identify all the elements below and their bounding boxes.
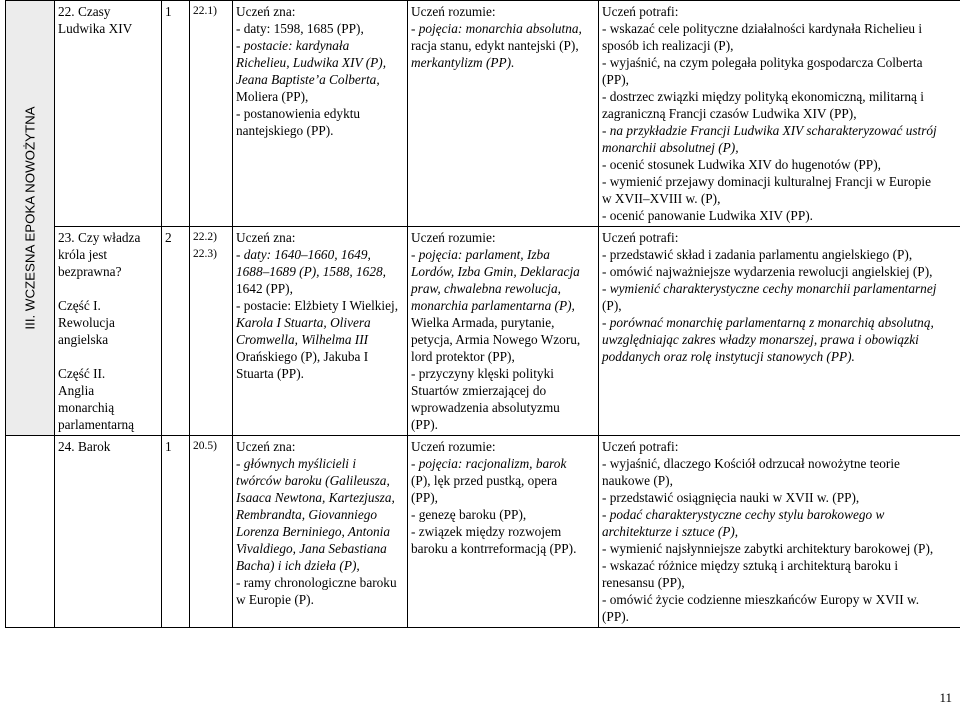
hours-cell	[162, 436, 190, 628]
cell-line: naukowe (P),	[602, 473, 673, 488]
cell-line: - wymienić charakterystyczne cechy monarchii parlamentarnej	[602, 281, 937, 296]
cell-line: praw, chwalebna rewolucja,	[411, 281, 561, 296]
cell-line: (P),	[602, 298, 622, 313]
knows-cell	[233, 436, 408, 628]
cell-line: - genezę baroku (PP),	[411, 507, 527, 522]
cell-line: - głównych myślicieli i	[236, 456, 357, 471]
cell-line: Jeana Baptiste’a Colberta,	[236, 72, 380, 87]
cell-line: Moliera (PP),	[236, 89, 309, 104]
table-body	[6, 1, 960, 628]
cell-line: 20.5)	[193, 440, 217, 452]
cell-line: - wymienić najsłynniejsze zabytki architektury barokowej (P),	[602, 541, 934, 556]
cell-line: (PP),	[411, 490, 438, 505]
reference-cell	[190, 227, 233, 436]
cell-line: Lorenza Berniniego, Antonia	[236, 524, 391, 539]
reference-cell	[190, 436, 233, 628]
cell-line: Rembrandta, Giovanniego	[236, 507, 378, 522]
cell-line: - wyjaśnić, dlaczego Kościół odrzucał nowożytne teorie	[602, 456, 900, 471]
cell-line: (P), lęk przed pustką, opera	[411, 473, 558, 488]
cell-line: 23. Czy władza	[58, 230, 141, 245]
cell-line: 22.1)	[193, 5, 217, 17]
cell-line: bezprawna?	[58, 264, 122, 279]
cell-line: monarchii absolutnej (P),	[602, 140, 739, 155]
cell-line: Cromwella, Wilhelma III	[236, 332, 369, 347]
cell-line: w XVII–XVIII w. (P),	[602, 191, 721, 206]
cell-line: - daty: 1598, 1685 (PP),	[236, 21, 364, 36]
cell-line	[58, 348, 158, 365]
cell-line: 22.3)	[193, 248, 217, 260]
cell-line: - postanowienia edyktu	[236, 106, 361, 121]
cell-line: w Europie (P).	[236, 592, 314, 607]
understands-cell	[408, 436, 599, 628]
cell-line: Uczeń potrafi:	[602, 439, 679, 454]
cell-line: - dostrzec związki między polityką ekonomiczną, militarną i	[602, 89, 924, 104]
cell-line: Rewolucja	[58, 315, 115, 330]
cell-line: monarchia parlamentarna (P),	[411, 298, 575, 313]
cell-line: baroku a kontrreformacją (PP).	[411, 541, 577, 556]
cell-line: 24. Barok	[58, 439, 111, 454]
can-cell	[599, 436, 960, 628]
cell-line: architekturze i sztuce (P),	[602, 524, 739, 539]
cell-line: twórców baroku (Galileusza,	[236, 473, 390, 488]
cell-line: wprowadzenia absolutyzmu	[411, 400, 560, 415]
cell-line: - daty: 1640–1660, 1649,	[236, 247, 371, 262]
cell-line: Uczeń potrafi:	[602, 230, 679, 245]
cell-line: (PP),	[602, 72, 629, 87]
cell-line: 22. Czasy	[58, 4, 111, 19]
cell-line: - pojęcia: racjonalizm, barok	[411, 456, 567, 471]
table-row	[6, 436, 960, 628]
cell-line: - ramy chronologiczne baroku	[236, 575, 397, 590]
cell-line: racja stanu, edykt nantejski (P),	[411, 38, 579, 53]
cell-line: - podać charakterystyczne cechy stylu barokowego w	[602, 507, 885, 522]
cell-line: 1642 (PP),	[236, 281, 293, 296]
cell-line: Uczeń rozumie:	[411, 4, 496, 19]
cell-line: - postacie: Elżbiety I Wielkiej,	[236, 298, 399, 313]
cell-line: - przedstawić skład i zadania parlamentu angielskiego (P),	[602, 247, 913, 262]
topic-cell	[55, 436, 162, 628]
cell-line: angielska	[58, 332, 109, 347]
cell-line: Anglia	[58, 383, 95, 398]
cell-line: - wskazać różnice między sztuką i architekturą baroku i	[602, 558, 899, 573]
can-cell	[599, 227, 960, 436]
cell-line: - pojęcia: parlament, Izba	[411, 247, 550, 262]
cell-line: - ocenić stosunek Ludwika XIV do hugenotów (PP),	[602, 157, 881, 172]
cell-line: (PP).	[411, 417, 438, 432]
table-row	[6, 1, 960, 227]
understands-cell	[408, 1, 599, 227]
curriculum-table	[5, 0, 960, 628]
cell-line: renesansu (PP),	[602, 575, 685, 590]
cell-line: 1688–1689 (P), 1588, 1628,	[236, 264, 386, 279]
cell-line: 22.2)	[193, 231, 217, 243]
cell-line: - ocenić panowanie Ludwika XIV (PP).	[602, 208, 813, 223]
cell-line: Vivaldiego, Jana Sebastiana	[236, 541, 387, 556]
era-cell	[6, 1, 55, 436]
cell-line: - związek między rozwojem	[411, 524, 562, 539]
cell-line: Isaaca Newtona, Kartezjusza,	[236, 490, 395, 505]
cell-line: Część I.	[58, 298, 101, 313]
cell-line: monarchią	[58, 400, 115, 415]
cell-line: - wyjaśnić, na czym polegała polityka gospodarcza Colberta	[602, 55, 923, 70]
cell-line: Część II.	[58, 366, 106, 381]
cell-line: - przyczyny klęski polityki	[411, 366, 554, 381]
cell-line: Karola I Stuarta, Olivera	[236, 315, 371, 330]
cell-line	[58, 280, 158, 297]
cell-line: poddanych oraz rolę instytucji stanowych (PP).	[602, 349, 855, 364]
cell-line: Uczeń rozumie:	[411, 230, 496, 245]
cell-line: - omówić życie codzienne mieszkańców Europy w XVII w.	[602, 592, 920, 607]
cell-line: - postacie: kardynała	[236, 38, 350, 53]
era-label: III. WCZESNA EPOKA NOWOŻYTNA	[22, 106, 38, 330]
understands-cell	[408, 227, 599, 436]
topic-cell	[55, 227, 162, 436]
cell-line: Uczeń zna:	[236, 4, 296, 19]
cell-line: parlamentarną	[58, 417, 135, 432]
cell-line: Uczeń potrafi:	[602, 4, 679, 19]
cell-line: - pojęcia: monarchia absolutna,	[411, 21, 582, 36]
knows-cell	[233, 1, 408, 227]
cell-line: Uczeń zna:	[236, 439, 296, 454]
cell-line: uwzględniając zakres władzy monarszej, prawa i obowiązki	[602, 332, 919, 347]
hours-cell	[162, 1, 190, 227]
cell-line: Uczeń rozumie:	[411, 439, 496, 454]
cell-line: (PP).	[602, 609, 629, 624]
cell-line: zagraniczną Francji czasów Ludwika XIV (PP),	[602, 106, 857, 121]
cell-line: sposób ich realizacji (P),	[602, 38, 734, 53]
cell-line: - wymienić przejawy dominacji kulturalnej Francji w Europie	[602, 174, 931, 189]
cell-line: - porównać monarchię parlamentarną z monarchią absolutną,	[602, 315, 934, 330]
hours-value: 1	[165, 4, 172, 19]
cell-line: Stuarta (PP).	[236, 366, 304, 381]
cell-line: - na przykładzie Francji Ludwika XIV scharakteryzować ustrój	[602, 123, 937, 138]
cell-line: Wielka Armada, purytanie,	[411, 315, 555, 330]
cell-line: Stuartów zmierzającej do	[411, 383, 547, 398]
cell-line: Uczeń zna:	[236, 230, 296, 245]
hours-value: 1	[165, 439, 172, 454]
cell-line: - przedstawić osiągnięcia nauki w XVII w. (PP),	[602, 490, 860, 505]
knows-cell	[233, 227, 408, 436]
cell-line: króla jest	[58, 247, 108, 262]
cell-line: - omówić najważniejsze wydarzenia rewolucji angielskiej (P),	[602, 264, 933, 279]
cell-line: Ludwika XIV	[58, 21, 133, 36]
cell-line: Lordów, Izba Gmin, Deklaracja	[411, 264, 580, 279]
cell-line: Bacha) i ich dzieła (P),	[236, 558, 360, 573]
blank-era-cell	[6, 436, 55, 628]
reference-cell	[190, 1, 233, 227]
topic-cell	[55, 1, 162, 227]
hours-cell	[162, 227, 190, 436]
cell-line: petycja, Armia Nowego Wzoru,	[411, 332, 581, 347]
cell-line: Richelieu, Ludwika XIV (P),	[236, 55, 387, 70]
cell-line: merkantylizm (PP).	[411, 55, 515, 70]
can-cell	[599, 1, 960, 227]
page-number: 11	[939, 690, 952, 705]
cell-line: - wskazać cele polityczne działalności kardynała Richelieu i	[602, 21, 923, 36]
hours-value: 2	[165, 230, 172, 245]
cell-line: nantejskiego (PP).	[236, 123, 334, 138]
cell-line: lord protektor (PP),	[411, 349, 515, 364]
table-row	[6, 227, 960, 436]
cell-line: Orańskiego (P), Jakuba I	[236, 349, 369, 364]
